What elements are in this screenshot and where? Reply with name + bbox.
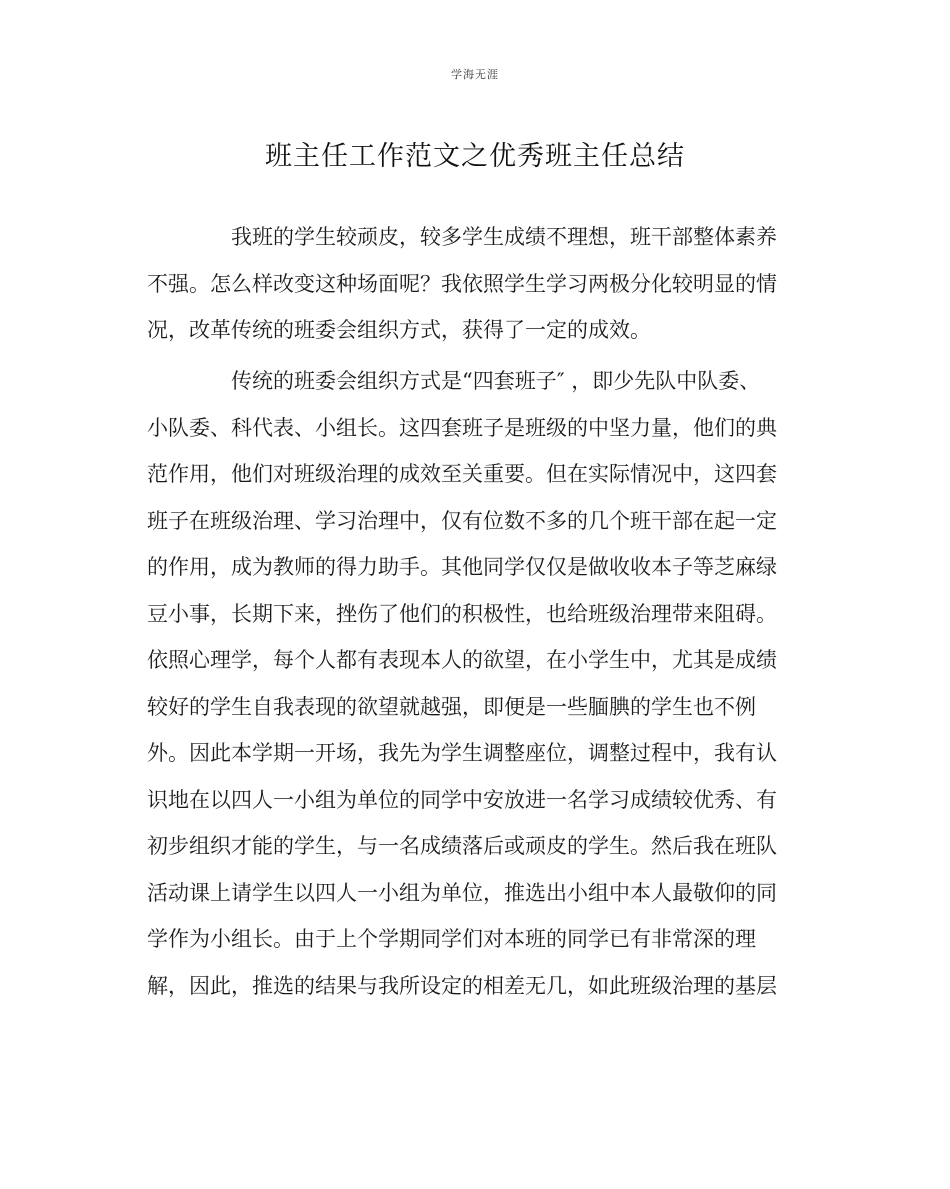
paragraph-line: 学作为小组长。由于上个学期同学们对本班的同学已有非常深的理 [147, 927, 756, 951]
paragraph-1 [147, 214, 807, 354]
paragraph-line: 我班的学生较顽皮，较多学生成绩不理想，班干部整体素养 [231, 225, 777, 249]
paragraph-line: 识地在以四人一小组为单位的同学中安放进一名学习成绩较优秀、有 [147, 787, 777, 812]
paragraph-line: 不强。怎么样改变这种场面呢？我依照学生学习两极分化较明显的情 [147, 271, 777, 296]
paragraph-line: 初步组织才能的学生，与一名成绩落后或顽皮的学生。然后我在班队 [147, 834, 777, 858]
page-header: 学海无涯 [451, 68, 499, 81]
document-title: 班主任工作范文之优秀班主任总结 [265, 141, 685, 172]
paragraph-line: 较好的学生自我表现的欲望就越强，即便是一些腼腆的学生也不例 [147, 694, 756, 719]
paragraph-line: 小队委、科代表、小组长。这四套班子是班级的中坚力量，他们的典 [147, 415, 777, 440]
paragraph-2 [147, 358, 807, 1009]
paragraph-line: 活动课上请学生以四人一小组为单位，推选出小组中本人最敬仰的同 [147, 880, 777, 905]
paragraph-line: 况，改革传统的班委会组织方式，获得了一定的成效。 [147, 318, 651, 342]
paragraph-line: 传统的班委会组织方式是“四套班子″ ，即少先队中队委、 [231, 369, 761, 393]
paragraph-line: 依照心理学，每个人都有表现本人的欲望，在小学生中，尤其是成绩 [147, 648, 777, 672]
paragraph-line: 解，因此，推选的结果与我所设定的相差无几，如此班级治理的基层 [147, 973, 777, 998]
paragraph-line: 豆小事，长期下来，挫伤了他们的积极性，也给班级治理带来阻碍。 [147, 601, 777, 626]
paragraph-line: 班子在班级治理、学习治理中，仅有位数不多的几个班干部在起一定 [147, 508, 777, 533]
paragraph-line: 的作用，成为教师的得力助手。其他同学仅仅是做收收本子等芝麻绿 [147, 555, 777, 579]
paragraph-line: 外。因此本学期一开场，我先为学生调整座位，调整过程中，我有认 [147, 741, 777, 765]
paragraph-line: 范作用，他们对班级治理的成效至关重要。但在实际情况中，这四套 [147, 462, 777, 486]
